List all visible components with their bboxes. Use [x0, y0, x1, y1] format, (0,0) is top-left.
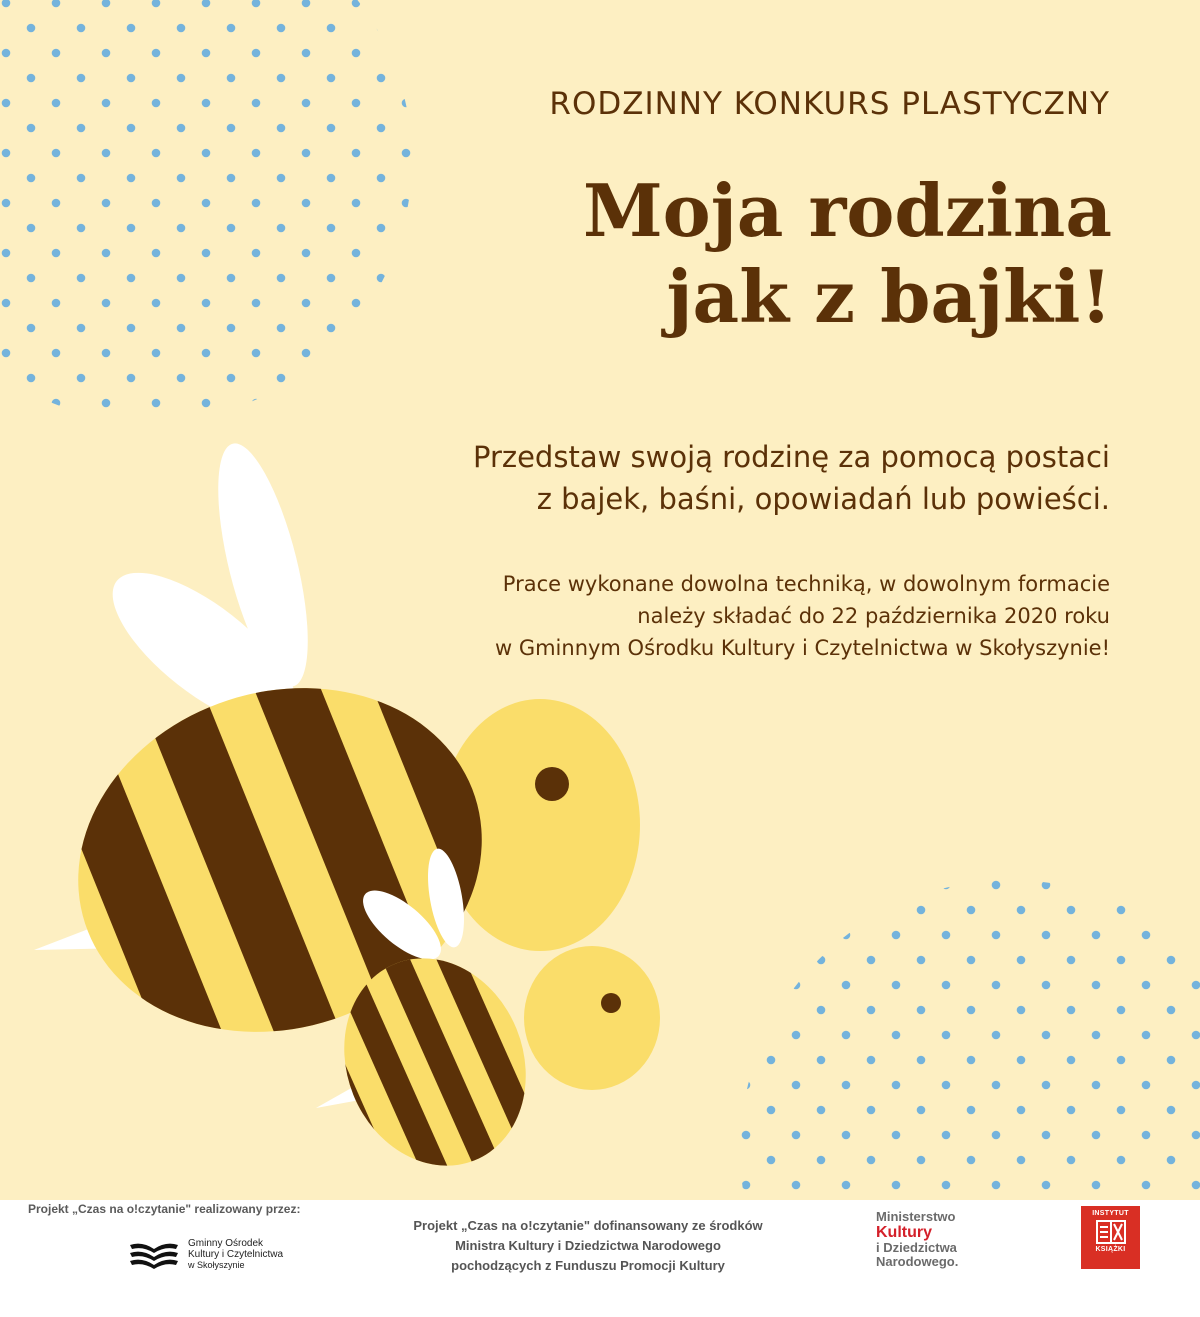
details-line: w Gminnym Ośrodku Kultury i Czytelnictwa w Skołyszynie! [494, 636, 1110, 660]
gok-logo [128, 1238, 283, 1271]
details-line: należy składać do 22 października 2020 roku [637, 604, 1110, 628]
poster-headline [583, 168, 1112, 340]
polka-dot-pattern-bottom-right [740, 880, 1200, 1200]
description-line: Przedstaw swoją rodzinę za pomocą postaci [472, 440, 1110, 474]
sponsor-footer [0, 1200, 1200, 1317]
contest-kicker: RODZINNY KONKURS PLASTYCZNY [549, 86, 1110, 122]
institute-logo-bottom: KSIĄŻKI [1095, 1246, 1126, 1253]
instytut-ksiazki-logo-icon [1096, 1220, 1126, 1244]
funding-line: Projekt „Czas na o!czytanie" dofinansowany ze środków [413, 1218, 763, 1233]
ministry-logo-line: i Dziedzictwa [876, 1240, 957, 1255]
gok-name-line: Gminny Ośrodek [188, 1238, 264, 1249]
details-line: Prace wykonane dowolna techniką, w dowolnym formacie [502, 572, 1110, 596]
polka-dot-pattern-top-left [0, 0, 412, 422]
institute-logo-top: INSTYTUT [1092, 1210, 1129, 1217]
headline-line: jak z bajki! [666, 254, 1112, 339]
headline-line: Moja rodzina [582, 168, 1112, 253]
funding-line: Ministra Kultury i Dziedzictwa Narodowego [455, 1238, 721, 1253]
ministry-logo-line: Narodowego. [876, 1254, 959, 1269]
funding-line: pochodzących z Funduszu Promocji Kultury [451, 1258, 725, 1273]
ministry-logo-line: Ministerstwo [876, 1209, 956, 1224]
description-line: z bajek, baśni, opowiadań lub powieści. [536, 482, 1110, 516]
ministry-logo [876, 1210, 958, 1269]
gok-book-logo-icon [128, 1239, 180, 1271]
funding-statement [388, 1216, 788, 1276]
big-bee-illustration [0, 435, 640, 1200]
ministry-logo-line: Kultury [876, 1224, 932, 1241]
instytut-ksiazki-logo [1081, 1206, 1140, 1269]
gok-name-line: w Skołyszynie [188, 1260, 245, 1270]
gok-name-line: Kultury i Czytelnictwa [188, 1249, 284, 1260]
contest-description [473, 436, 1110, 520]
submission-details [495, 568, 1110, 664]
organizer-label: Projekt „Czas na o!czytanie" realizowany przez: [28, 1202, 301, 1216]
